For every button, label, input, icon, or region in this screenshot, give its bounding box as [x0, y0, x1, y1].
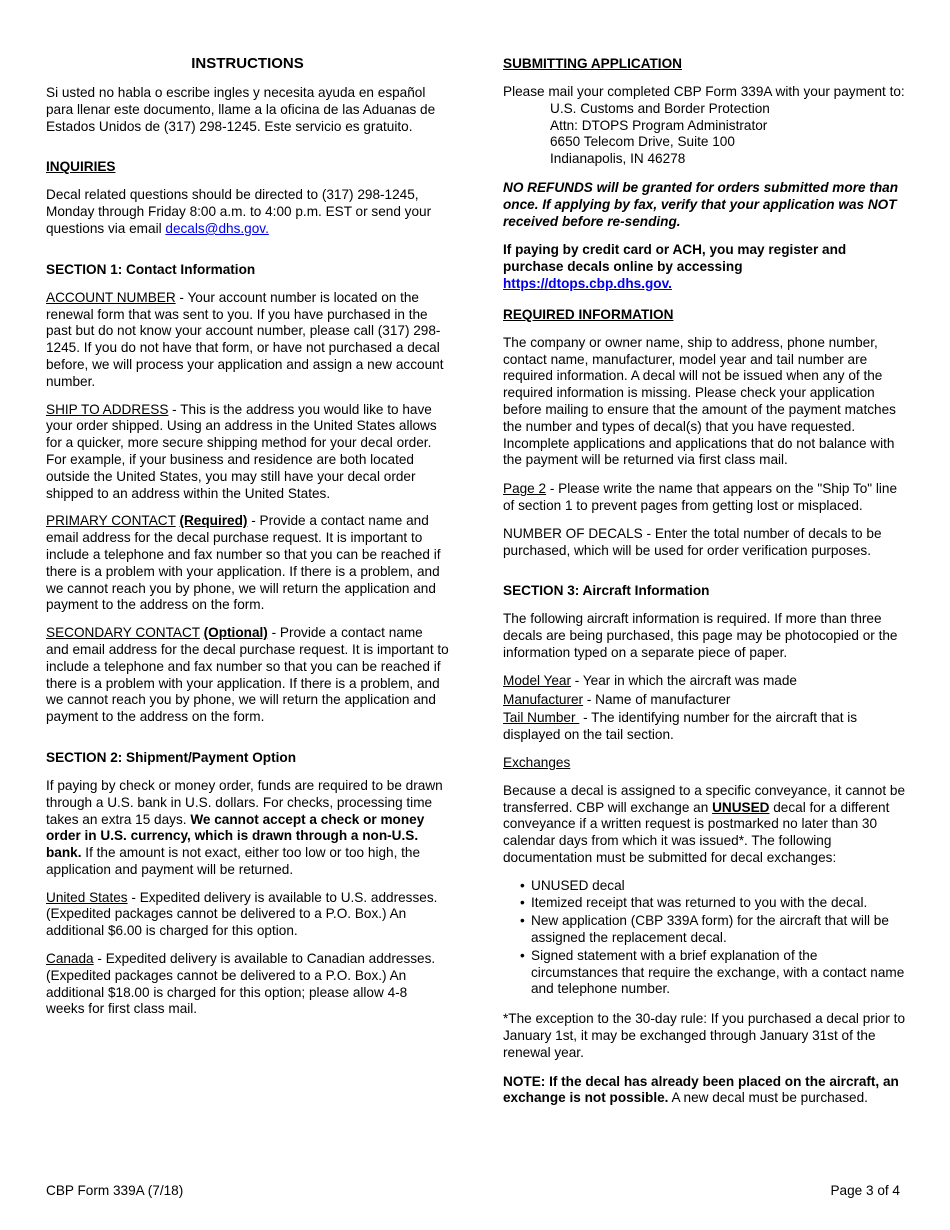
section1-heading: SECTION 1: Contact Information [46, 261, 256, 277]
us-delivery-paragraph [46, 890, 449, 940]
manufacturer-label: Manufacturer [503, 691, 584, 707]
primary-contact-text: - Provide a contact name and email address for the decal purchase request. It is important to include a telephone and fax number so that you can be reached if there is a problem with your application. If there is a problem, and we cannot reach you by phone, we will return the application and payment to the address on the form. [46, 513, 441, 613]
account-number-text: - Your account number is located on the renewal form that was sent to you. If you have purchased in the past but do not know your account number, please call (317) 298-1245. If you do not have that form, or have not purchased a decal before, we will process your application and assign a new account number. [46, 289, 444, 389]
spanish-note: Si usted no habla o escribe ingles y necesita ayuda en español para llenar este documento, llame a la oficina de las Aduanas de Estados Unidos de (317) 298-1245. Este servicio es gratuito. [46, 85, 436, 134]
exchanges-label-line [503, 755, 906, 772]
section2-heading: SECTION 2: Shipment/Payment Option [46, 749, 296, 765]
account-number-label: ACCOUNT NUMBER [46, 289, 176, 305]
primary-contact-label: PRIMARY CONTACT [46, 513, 176, 529]
exchanges-text-1: Because a decal is assigned to a specific conveyance, it cannot be transferred. CBP will exchange an [503, 782, 906, 815]
inquiries-email-link[interactable]: decals@dhs.gov. [165, 220, 269, 236]
mail-instructions: Please mail your completed CBP Form 339A with your payment to: [503, 84, 905, 99]
mailing-address [503, 101, 906, 168]
manufacturer-item [503, 692, 906, 709]
required-info-text: The company or owner name, ship to address, phone number, contact name, manufacturer, model year and tail number are required information. A decal will not be issued when any of the required information is missing. Please check your application before mailing to ensure that the amount of the payment matches the number and types of decal(s) that you have requested. Incomplete applications and applications that do not balance with the payment will be returned via first class mail. [503, 334, 896, 468]
right-column [503, 55, 906, 1107]
list-item: • New application (CBP 339A form) for the aircraft that will be assigned the replacement decal. [521, 913, 906, 947]
tail-number-item [503, 710, 906, 744]
submitting-heading: SUBMITTING APPLICATION [503, 56, 682, 71]
note-bold: NOTE: If the decal has already been placed on the aircraft, an exchange is not possible. [503, 1073, 899, 1106]
model-year-item [503, 673, 906, 690]
ship-to-label: SHIP TO ADDRESS [46, 401, 169, 417]
required-info-heading: REQUIRED INFORMATION [503, 306, 674, 322]
secondary-contact-text: - Provide a contact name and email address for the decal purchase request. It is important to include a telephone and fax number so that you can be reached if there is a problem with your application. If there is a problem, and we cannot reach you by phone, we will return the application and payment to the address on the form. [46, 625, 449, 725]
inquiries-paragraph [46, 187, 449, 237]
canada-delivery-paragraph [46, 951, 449, 1018]
section3-text: The following aircraft information is required. If more than three decals are being purchased, this page may be photocopied or the information typed on a separate piece of paper. [503, 611, 898, 660]
dtops-website-link[interactable]: https://dtops.cbp.dhs.gov. [503, 275, 672, 291]
canada-delivery-text: - Expedited delivery is available to Canadian addresses. (Expedited packages cannot be delivered to a P.O. Box.) An additional $18.00 is charged for this option; please allow 4-8 weeks for first class mail. [46, 951, 436, 1017]
number-of-decals-text: NUMBER OF DECALS - Enter the total number of decals to be purchased, which will be used for order verification purposes. [503, 525, 882, 558]
section3-heading: SECTION 3: Aircraft Information [503, 583, 710, 599]
exchanges-paragraph [503, 783, 906, 867]
address-line: 6650 Telecom Drive, Suite 100 [550, 134, 735, 150]
secondary-contact-paragraph [46, 625, 449, 726]
credit-card-paragraph [503, 242, 906, 292]
exchanges-label: Exchanges [503, 754, 571, 770]
left-column [46, 55, 449, 1018]
us-delivery-text: - Expedited delivery is available to U.S. addresses. (Expedited packages cannot be delivered to a P.O. Box.) An additional $6.00 is charged for this option. [46, 889, 438, 939]
payment-text-1: If paying by check or money order, funds are required to be drawn through a U.S. bank in U.S. dollars. For checks, processing time takes an extra 15 days. [46, 777, 443, 827]
tail-number-text: - The identifying number for the aircraft that is displayed on the tail section. [503, 710, 858, 743]
canada-delivery-label: Canada [46, 951, 94, 967]
exception-note: *The exception to the 30-day rule: If you purchased a decal prior to January 1st, it may be exchanged through January 31st of the renewal year. [503, 1011, 906, 1060]
primary-contact-required: (Required) [179, 513, 248, 529]
address-line: Attn: DTOPS Program Administrator [550, 117, 768, 133]
primary-contact-paragraph [46, 513, 449, 614]
inquiries-text: Decal related questions should be directed to (317) 298-1245, Monday through Friday 8:00 a.m. to 4:00 p.m. EST or send your questions via email [46, 187, 432, 236]
payment-paragraph [46, 778, 449, 879]
exchanges-unused: UNUSED [712, 799, 770, 815]
page-title: INSTRUCTIONS [191, 55, 304, 72]
page-number-footer: Page 3 of 4 [830, 1183, 900, 1198]
note-text: A new decal must be purchased. [668, 1090, 868, 1106]
page2-label: Page 2 [503, 481, 547, 497]
list-item: • Itemized receipt that was returned to you with the decal. [521, 895, 906, 912]
page2-paragraph [503, 481, 906, 515]
list-item: • UNUSED decal [521, 878, 906, 895]
list-item: • Signed statement with a brief explanation of the circumstances that require the exchange, with a contact name and telephone number. [521, 948, 906, 998]
model-year-label: Model Year [503, 672, 572, 688]
manufacturer-text: - Name of manufacturer [583, 691, 731, 707]
secondary-contact-optional: (Optional) [203, 625, 268, 641]
secondary-contact-label: SECONDARY CONTACT [46, 625, 200, 641]
us-delivery-label: United States [46, 889, 128, 905]
account-number-paragraph [46, 290, 449, 391]
exchange-documents-list [503, 878, 906, 999]
form-id-footer: CBP Form 339A (7/18) [46, 1183, 184, 1198]
exchanges-text-2: decal for a different conveyance if a written request is postmarked no later than 30 calendar days from which it was issued*. The following documentation must be submitted for decal exchanges: [503, 799, 890, 865]
address-line: Indianapolis, IN 46278 [550, 151, 686, 167]
ship-to-text: - This is the address you would like to have your order shipped. Using an address in the United States allows for a quicker, more secure shipping method for your decal order. For example, if your business and residence are both located outside the United States, you may still have your decal order shipped to an address within the United States. [46, 401, 437, 501]
note-paragraph [503, 1074, 906, 1108]
inquiries-heading: INQUIRIES [46, 159, 116, 175]
payment-text-2: If the amount is not exact, either too low or too high, the application and payment will be returned. [46, 845, 421, 877]
credit-card-text: If paying by credit card or ACH, you may register and purchase decals online by accessing [503, 242, 847, 275]
no-refunds-notice: NO REFUNDS will be granted for orders submitted more than once. If applying by fax, verify that your application was NOT received before re-sending. [503, 179, 899, 229]
address-line: U.S. Customs and Border Protection [550, 100, 770, 116]
payment-bold: We cannot accept a check or money order in U.S. currency, which is drawn through a non-U.S. bank. [46, 811, 425, 861]
ship-to-paragraph [46, 402, 449, 503]
model-year-text: - Year in which the aircraft was made [571, 672, 797, 688]
tail-number-label: Tail Number [503, 710, 580, 726]
page2-text: - Please write the name that appears on the "Ship To" line of section 1 to prevent pages from getting lost or misplaced. [503, 481, 898, 513]
